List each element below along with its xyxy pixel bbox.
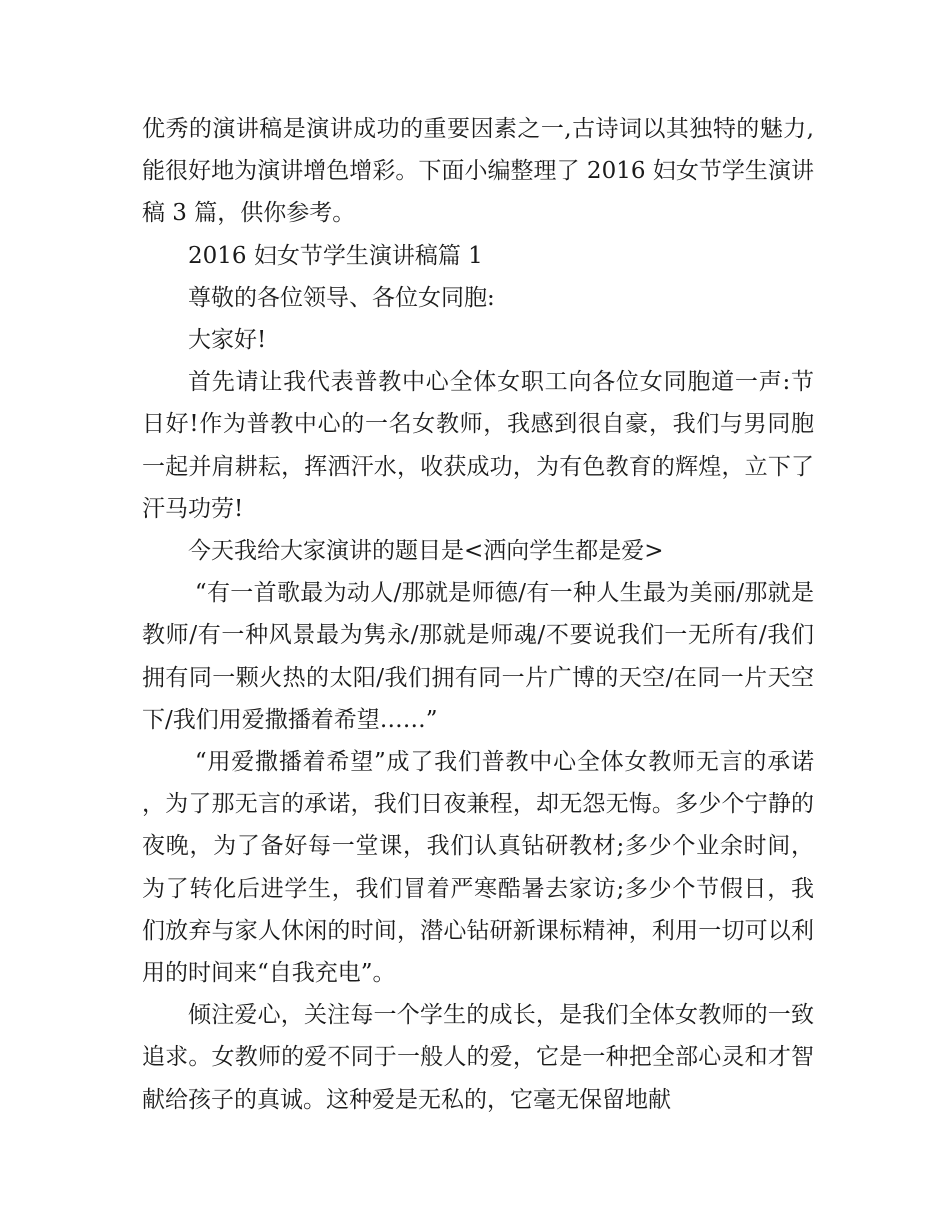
poem-paragraph: “有一首歌最为动人/那就是师德/有一种人生最为美丽/那就是教师/有一种风景最为隽永/那就是师魂/不要说我们一无所有/我们拥有同一颗火热的太阳/我们拥有同一片广博的天空/在同一片天空下/我们用爱撒播着希望……” bbox=[142, 580, 814, 733]
opening-paragraph: 首先请让我代表普教中心全体女职工向各位女同胞道一声:节日好!作为普教中心的一名女教师，我感到很自豪，我们与男同胞一起并肩耕耘，挥洒汗水，收获成功，为有色教育的辉煌，立下了汗马功劳! bbox=[142, 369, 814, 522]
promise-paragraph: “用爱撒播着希望”成了我们普教中心全体女教师无言的承诺，为了那无言的承诺，我们日夜兼程，却无怨无悔。多少个宁静的夜晚，为了备好每一堂课，我们认真钻研教材;多少个业余时间，为了转化后进学生，我们冒着严寒酷暑去家访;多少个节假日，我们放弃与家人休闲的时间，潜心钻研新课标精神，利用一切可以利用的时间来“自我充电”。 bbox=[142, 749, 814, 987]
topic-line: 今天我给大家演讲的题目是<洒向学生都是爱> bbox=[188, 538, 664, 565]
section-heading: 2016 妇女节学生演讲稿篇 1 bbox=[188, 242, 483, 269]
greeting-line: 大家好! bbox=[188, 327, 267, 354]
love-paragraph: 倾注爱心，关注每一个学生的成长，是我们全体女教师的一致追求。女教师的爱不同于一般人的爱，它是一种把全部心灵和才智献给孩子的真诚。这种爱是无私的，它毫无保留地献 bbox=[142, 1002, 814, 1113]
intro-paragraph: 优秀的演讲稿是演讲成功的重要因素之一,古诗词以其独特的魅力,能很好地为演讲增色增彩。下面小编整理了 2016 妇女节学生演讲稿 3 篇，供你参考。 bbox=[142, 116, 814, 227]
salutation-line: 尊敬的各位领导、各位女同胞: bbox=[188, 284, 495, 311]
document-body bbox=[142, 108, 814, 1121]
